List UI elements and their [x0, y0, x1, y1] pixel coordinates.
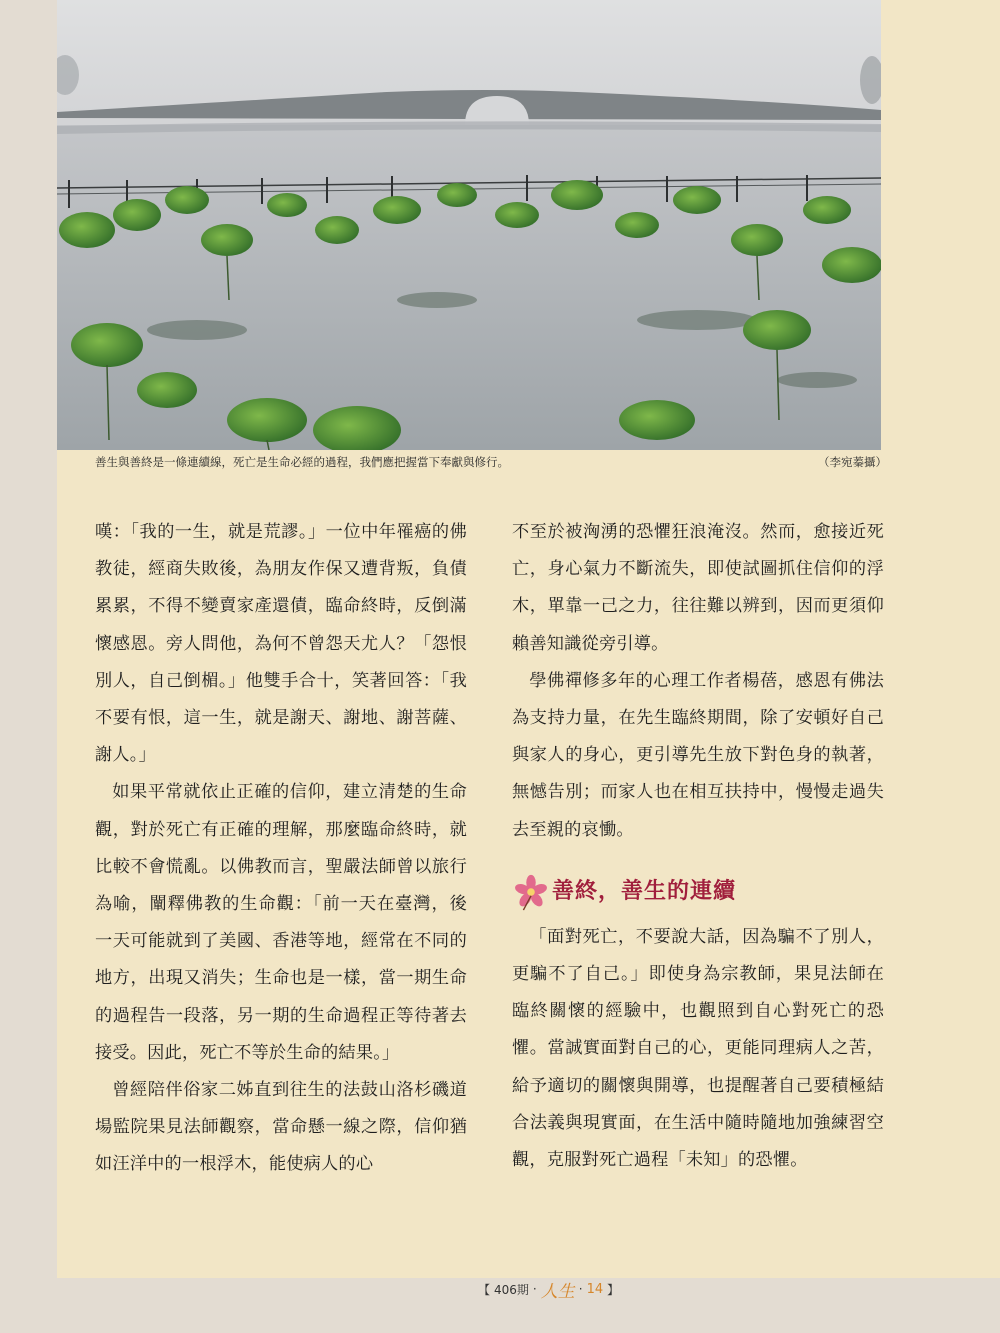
footer-bracket-open: 【 [478, 1282, 491, 1297]
section-heading-text: 善終，善生的連續 [552, 878, 737, 905]
magazine-logo: 人生 [540, 1281, 575, 1302]
left-column [95, 514, 467, 1184]
paragraph: 「面對死亡，不要說大話，因為騙不了別人，更騙不了自己。」即使身為宗教師，果見法師在臨終關懷的經驗中，也觀照到自心對死亡的恐懼。當誠實面對自己的心，更能同理病人之苦，給予適切的關懷與開導，也提醒著自己要積極結合法義與現實面，在生活中隨時隨地加強練習空觀，克服對死亡過程「未知」的恐懼。 [512, 926, 884, 1171]
page-number: 14 [586, 1281, 604, 1297]
photo-credit: （李宛蓁攝） [818, 455, 887, 469]
paragraph: 如果平常就依止正確的信仰，建立清楚的生命觀，對於死亡有正確的理解，那麼臨命終時，就比較不會慌亂。以佛教而言，聖嚴法師曾以旅行為喻，闡釋佛教的生命觀：「前一天在臺灣，後一天可能就到了美國、香港等地，經常在不同的地方，出現又消失；生命也是一樣，當一期生命的過程告一段落，另一期的生命過程正等待著去接受。因此，死亡不等於生命的結果。」 [95, 782, 467, 1063]
photo-caption [95, 452, 895, 474]
footer-dot: · [532, 1282, 537, 1296]
footer-bracket-close: 】 [607, 1282, 620, 1297]
page-footer [478, 1279, 620, 1302]
paragraph: 嘆：「我的一生，就是荒謬。」一位中年罹癌的佛教徒，經商失敗後，為朋友作保又遭背叛，負債累累，不得不變賣家產還債，臨命終時，反倒滿懷感恩。旁人問他，為何不曾怨天尤人？「怨恨別人，自己倒楣。」他雙手合十，笑著回答：「我不要有恨，這一生，就是謝天、謝地、謝菩薩、謝人。」 [95, 522, 467, 766]
footer-dot: · [578, 1282, 583, 1296]
lotus-pond-photo [57, 0, 881, 450]
section-heading [512, 867, 884, 917]
paragraph: 不至於被洶湧的恐懼狂浪淹沒。然而，愈接近死亡，身心氣力不斷流失，即使試圖抓住信仰的浮木，單靠一己之力，往往難以辨到，因而更須仰賴善知識從旁引導。 [512, 522, 884, 654]
paragraph: 曾經陪伴俗家二姊直到往生的法鼓山洛杉磯道場監院果見法師觀察，當命懸一線之際，信仰猶如汪洋中的一根浮木，能使病人的心 [95, 1080, 467, 1175]
paragraph: 學佛禪修多年的心理工作者楊蓓，感恩有佛法為支持力量，在先生臨終期間，除了安頓好自己與家人的身心，更引導先生放下對色身的執著，無憾告別；而家人也在相互扶持中，慢慢走過失去至親的哀慟。 [512, 670, 884, 840]
page-margin-strip [881, 66, 1000, 1278]
right-column [512, 514, 884, 1179]
plum-blossom-icon [512, 873, 550, 911]
caption-text: 善生與善終是一條連續線，死亡是生命必經的過程，我們應把握當下奉獻與修行。 [95, 455, 509, 469]
footer-issue: 406期 [494, 1282, 529, 1297]
